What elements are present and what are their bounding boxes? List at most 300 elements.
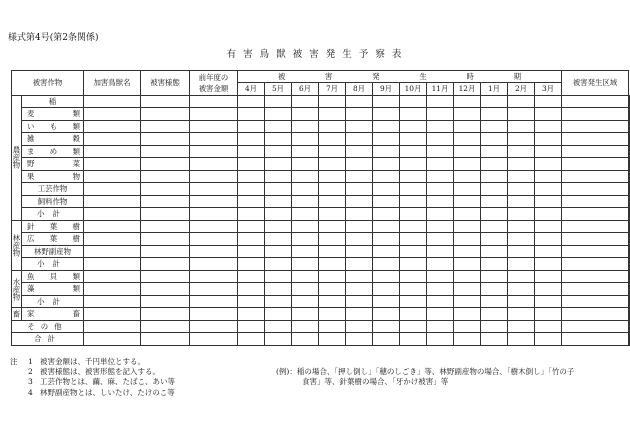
entry-cell[interactable] [508, 120, 535, 133]
entry-cell[interactable] [400, 195, 427, 208]
entry-cell[interactable] [265, 308, 292, 321]
entry-cell[interactable] [190, 333, 238, 346]
entry-cell[interactable] [508, 220, 535, 233]
entry-cell[interactable] [629, 333, 630, 346]
entry-cell[interactable] [190, 270, 238, 283]
entry-cell[interactable] [373, 195, 400, 208]
entry-cell[interactable] [319, 270, 346, 283]
entry-cell[interactable] [535, 120, 562, 133]
entry-cell[interactable] [141, 220, 190, 233]
entry-cell[interactable] [400, 220, 427, 233]
entry-cell[interactable] [508, 208, 535, 221]
entry-cell[interactable] [454, 170, 481, 183]
entry-cell[interactable] [292, 333, 319, 346]
entry-cell[interactable] [346, 208, 373, 221]
entry-cell[interactable] [481, 333, 508, 346]
entry-cell[interactable] [346, 95, 373, 108]
entry-cell[interactable] [562, 270, 629, 283]
entry-cell[interactable] [319, 320, 346, 333]
entry-cell[interactable] [190, 320, 238, 333]
entry-cell[interactable] [84, 283, 141, 296]
entry-cell[interactable] [481, 233, 508, 246]
entry-cell[interactable] [400, 283, 427, 296]
entry-cell[interactable] [265, 270, 292, 283]
entry-cell[interactable] [427, 158, 454, 171]
entry-cell[interactable] [141, 320, 190, 333]
entry-cell[interactable] [535, 145, 562, 158]
entry-cell[interactable] [346, 308, 373, 321]
entry-cell[interactable] [629, 145, 630, 158]
entry-cell[interactable] [265, 183, 292, 196]
entry-cell[interactable] [265, 320, 292, 333]
entry-cell[interactable] [346, 333, 373, 346]
entry-cell[interactable] [629, 95, 630, 108]
entry-cell[interactable] [481, 220, 508, 233]
entry-cell[interactable] [562, 333, 629, 346]
entry-cell[interactable] [508, 170, 535, 183]
entry-cell[interactable] [562, 320, 629, 333]
entry-cell[interactable] [427, 195, 454, 208]
entry-cell[interactable] [535, 283, 562, 296]
entry-cell[interactable] [629, 170, 630, 183]
entry-cell[interactable] [629, 258, 630, 271]
entry-cell[interactable] [508, 258, 535, 271]
entry-cell[interactable] [481, 295, 508, 308]
entry-cell[interactable] [346, 270, 373, 283]
entry-cell[interactable] [84, 183, 141, 196]
entry-cell[interactable] [346, 195, 373, 208]
entry-cell[interactable] [141, 195, 190, 208]
entry-cell[interactable] [562, 258, 629, 271]
entry-cell[interactable] [454, 208, 481, 221]
entry-cell[interactable] [562, 183, 629, 196]
entry-cell[interactable] [562, 308, 629, 321]
entry-cell[interactable] [427, 320, 454, 333]
entry-cell[interactable] [562, 145, 629, 158]
entry-cell[interactable] [319, 220, 346, 233]
entry-cell[interactable] [346, 295, 373, 308]
entry-cell[interactable] [141, 108, 190, 121]
entry-cell[interactable] [319, 208, 346, 221]
entry-cell[interactable] [265, 120, 292, 133]
entry-cell[interactable] [481, 320, 508, 333]
entry-cell[interactable] [190, 233, 238, 246]
entry-cell[interactable] [292, 195, 319, 208]
entry-cell[interactable] [373, 158, 400, 171]
entry-cell[interactable] [629, 183, 630, 196]
entry-cell[interactable] [454, 108, 481, 121]
entry-cell[interactable] [141, 170, 190, 183]
entry-cell[interactable] [141, 208, 190, 221]
entry-cell[interactable] [265, 220, 292, 233]
entry-cell[interactable] [190, 95, 238, 108]
entry-cell[interactable] [373, 170, 400, 183]
entry-cell[interactable] [141, 295, 190, 308]
entry-cell[interactable] [84, 245, 141, 258]
entry-cell[interactable] [454, 283, 481, 296]
entry-cell[interactable] [292, 320, 319, 333]
entry-cell[interactable] [481, 120, 508, 133]
entry-cell[interactable] [629, 208, 630, 221]
entry-cell[interactable] [535, 245, 562, 258]
entry-cell[interactable] [400, 258, 427, 271]
entry-cell[interactable] [629, 220, 630, 233]
entry-cell[interactable] [265, 233, 292, 246]
entry-cell[interactable] [292, 120, 319, 133]
entry-cell[interactable] [265, 145, 292, 158]
entry-cell[interactable] [629, 270, 630, 283]
entry-cell[interactable] [265, 295, 292, 308]
entry-cell[interactable] [238, 158, 265, 171]
entry-cell[interactable] [400, 145, 427, 158]
entry-cell[interactable] [562, 120, 629, 133]
entry-cell[interactable] [535, 270, 562, 283]
entry-cell[interactable] [84, 308, 141, 321]
entry-cell[interactable] [535, 320, 562, 333]
entry-cell[interactable] [190, 183, 238, 196]
entry-cell[interactable] [346, 133, 373, 146]
entry-cell[interactable] [84, 145, 141, 158]
entry-cell[interactable] [535, 95, 562, 108]
entry-cell[interactable] [238, 258, 265, 271]
entry-cell[interactable] [400, 183, 427, 196]
entry-cell[interactable] [190, 195, 238, 208]
entry-cell[interactable] [562, 158, 629, 171]
entry-cell[interactable] [535, 108, 562, 121]
entry-cell[interactable] [629, 245, 630, 258]
entry-cell[interactable] [265, 245, 292, 258]
entry-cell[interactable] [265, 95, 292, 108]
entry-cell[interactable] [454, 333, 481, 346]
entry-cell[interactable] [629, 320, 630, 333]
entry-cell[interactable] [238, 233, 265, 246]
entry-cell[interactable] [481, 95, 508, 108]
entry-cell[interactable] [629, 308, 630, 321]
entry-cell[interactable] [508, 308, 535, 321]
entry-cell[interactable] [454, 308, 481, 321]
entry-cell[interactable] [141, 95, 190, 108]
entry-cell[interactable] [265, 133, 292, 146]
entry-cell[interactable] [454, 258, 481, 271]
entry-cell[interactable] [508, 95, 535, 108]
entry-cell[interactable] [346, 108, 373, 121]
entry-cell[interactable] [535, 170, 562, 183]
entry-cell[interactable] [535, 220, 562, 233]
entry-cell[interactable] [427, 283, 454, 296]
entry-cell[interactable] [454, 195, 481, 208]
entry-cell[interactable] [238, 320, 265, 333]
entry-cell[interactable] [454, 295, 481, 308]
entry-cell[interactable] [265, 208, 292, 221]
entry-cell[interactable] [238, 95, 265, 108]
entry-cell[interactable] [346, 158, 373, 171]
entry-cell[interactable] [454, 233, 481, 246]
entry-cell[interactable] [481, 195, 508, 208]
entry-cell[interactable] [373, 308, 400, 321]
entry-cell[interactable] [292, 220, 319, 233]
entry-cell[interactable] [238, 245, 265, 258]
entry-cell[interactable] [481, 145, 508, 158]
entry-cell[interactable] [508, 158, 535, 171]
entry-cell[interactable] [84, 258, 141, 271]
entry-cell[interactable] [373, 245, 400, 258]
entry-cell[interactable] [400, 308, 427, 321]
entry-cell[interactable] [535, 195, 562, 208]
entry-cell[interactable] [319, 333, 346, 346]
entry-cell[interactable] [238, 295, 265, 308]
entry-cell[interactable] [141, 283, 190, 296]
entry-cell[interactable] [346, 233, 373, 246]
entry-cell[interactable] [373, 108, 400, 121]
entry-cell[interactable] [454, 158, 481, 171]
entry-cell[interactable] [535, 308, 562, 321]
entry-cell[interactable] [400, 320, 427, 333]
entry-cell[interactable] [190, 108, 238, 121]
entry-cell[interactable] [373, 270, 400, 283]
entry-cell[interactable] [84, 120, 141, 133]
entry-cell[interactable] [84, 158, 141, 171]
entry-cell[interactable] [190, 145, 238, 158]
entry-cell[interactable] [454, 120, 481, 133]
entry-cell[interactable] [629, 195, 630, 208]
entry-cell[interactable] [346, 245, 373, 258]
entry-cell[interactable] [346, 320, 373, 333]
entry-cell[interactable] [84, 170, 141, 183]
entry-cell[interactable] [238, 170, 265, 183]
entry-cell[interactable] [373, 320, 400, 333]
entry-cell[interactable] [427, 145, 454, 158]
entry-cell[interactable] [319, 295, 346, 308]
entry-cell[interactable] [319, 95, 346, 108]
entry-cell[interactable] [141, 233, 190, 246]
entry-cell[interactable] [141, 270, 190, 283]
entry-cell[interactable] [319, 283, 346, 296]
entry-cell[interactable] [346, 258, 373, 271]
entry-cell[interactable] [292, 258, 319, 271]
entry-cell[interactable] [508, 195, 535, 208]
entry-cell[interactable] [373, 133, 400, 146]
entry-cell[interactable] [319, 245, 346, 258]
entry-cell[interactable] [427, 258, 454, 271]
entry-cell[interactable] [562, 245, 629, 258]
entry-cell[interactable] [346, 120, 373, 133]
entry-cell[interactable] [400, 208, 427, 221]
entry-cell[interactable] [427, 295, 454, 308]
entry-cell[interactable] [84, 333, 141, 346]
entry-cell[interactable] [481, 270, 508, 283]
entry-cell[interactable] [319, 170, 346, 183]
entry-cell[interactable] [84, 133, 141, 146]
entry-cell[interactable] [562, 233, 629, 246]
entry-cell[interactable] [319, 108, 346, 121]
entry-cell[interactable] [141, 158, 190, 171]
entry-cell[interactable] [190, 133, 238, 146]
entry-cell[interactable] [190, 258, 238, 271]
entry-cell[interactable] [319, 258, 346, 271]
entry-cell[interactable] [629, 295, 630, 308]
entry-cell[interactable] [190, 208, 238, 221]
entry-cell[interactable] [292, 133, 319, 146]
entry-cell[interactable] [454, 183, 481, 196]
entry-cell[interactable] [373, 333, 400, 346]
entry-cell[interactable] [400, 170, 427, 183]
entry-cell[interactable] [238, 270, 265, 283]
entry-cell[interactable] [84, 320, 141, 333]
entry-cell[interactable] [292, 158, 319, 171]
entry-cell[interactable] [454, 270, 481, 283]
entry-cell[interactable] [400, 333, 427, 346]
entry-cell[interactable] [190, 170, 238, 183]
entry-cell[interactable] [346, 283, 373, 296]
entry-cell[interactable] [84, 295, 141, 308]
entry-cell[interactable] [292, 145, 319, 158]
entry-cell[interactable] [481, 308, 508, 321]
entry-cell[interactable] [373, 233, 400, 246]
entry-cell[interactable] [629, 233, 630, 246]
entry-cell[interactable] [84, 208, 141, 221]
entry-cell[interactable] [535, 333, 562, 346]
entry-cell[interactable] [238, 333, 265, 346]
entry-cell[interactable] [400, 233, 427, 246]
entry-cell[interactable] [319, 195, 346, 208]
entry-cell[interactable] [346, 145, 373, 158]
entry-cell[interactable] [400, 245, 427, 258]
entry-cell[interactable] [190, 220, 238, 233]
entry-cell[interactable] [508, 133, 535, 146]
entry-cell[interactable] [508, 283, 535, 296]
entry-cell[interactable] [292, 108, 319, 121]
entry-cell[interactable] [141, 245, 190, 258]
entry-cell[interactable] [481, 245, 508, 258]
entry-cell[interactable] [373, 183, 400, 196]
entry-cell[interactable] [427, 220, 454, 233]
entry-cell[interactable] [265, 108, 292, 121]
entry-cell[interactable] [238, 108, 265, 121]
entry-cell[interactable] [141, 308, 190, 321]
entry-cell[interactable] [629, 108, 630, 121]
entry-cell[interactable] [454, 220, 481, 233]
entry-cell[interactable] [481, 133, 508, 146]
entry-cell[interactable] [481, 108, 508, 121]
entry-cell[interactable] [427, 183, 454, 196]
entry-cell[interactable] [319, 158, 346, 171]
entry-cell[interactable] [535, 183, 562, 196]
entry-cell[interactable] [141, 183, 190, 196]
entry-cell[interactable] [292, 233, 319, 246]
entry-cell[interactable] [535, 133, 562, 146]
entry-cell[interactable] [454, 95, 481, 108]
entry-cell[interactable] [508, 145, 535, 158]
entry-cell[interactable] [454, 245, 481, 258]
entry-cell[interactable] [84, 220, 141, 233]
entry-cell[interactable] [84, 95, 141, 108]
entry-cell[interactable] [238, 308, 265, 321]
entry-cell[interactable] [508, 245, 535, 258]
entry-cell[interactable] [535, 258, 562, 271]
entry-cell[interactable] [400, 108, 427, 121]
entry-cell[interactable] [292, 270, 319, 283]
entry-cell[interactable] [400, 120, 427, 133]
entry-cell[interactable] [238, 183, 265, 196]
entry-cell[interactable] [292, 183, 319, 196]
entry-cell[interactable] [190, 245, 238, 258]
entry-cell[interactable] [238, 283, 265, 296]
entry-cell[interactable] [427, 108, 454, 121]
entry-cell[interactable] [427, 170, 454, 183]
entry-cell[interactable] [427, 133, 454, 146]
entry-cell[interactable] [141, 333, 190, 346]
entry-cell[interactable] [373, 145, 400, 158]
entry-cell[interactable] [481, 283, 508, 296]
entry-cell[interactable] [427, 308, 454, 321]
entry-cell[interactable] [292, 295, 319, 308]
entry-cell[interactable] [535, 233, 562, 246]
entry-cell[interactable] [427, 208, 454, 221]
entry-cell[interactable] [454, 320, 481, 333]
entry-cell[interactable] [508, 233, 535, 246]
entry-cell[interactable] [508, 108, 535, 121]
entry-cell[interactable] [508, 320, 535, 333]
entry-cell[interactable] [373, 283, 400, 296]
entry-cell[interactable] [535, 208, 562, 221]
entry-cell[interactable] [319, 120, 346, 133]
entry-cell[interactable] [629, 120, 630, 133]
entry-cell[interactable] [562, 283, 629, 296]
entry-cell[interactable] [319, 133, 346, 146]
entry-cell[interactable] [84, 233, 141, 246]
entry-cell[interactable] [141, 145, 190, 158]
entry-cell[interactable] [190, 308, 238, 321]
entry-cell[interactable] [629, 283, 630, 296]
entry-cell[interactable] [427, 233, 454, 246]
entry-cell[interactable] [562, 133, 629, 146]
entry-cell[interactable] [292, 208, 319, 221]
entry-cell[interactable] [346, 220, 373, 233]
entry-cell[interactable] [508, 295, 535, 308]
entry-cell[interactable] [427, 120, 454, 133]
entry-cell[interactable] [562, 195, 629, 208]
entry-cell[interactable] [190, 295, 238, 308]
entry-cell[interactable] [238, 220, 265, 233]
entry-cell[interactable] [427, 95, 454, 108]
entry-cell[interactable] [319, 145, 346, 158]
entry-cell[interactable] [265, 258, 292, 271]
entry-cell[interactable] [629, 133, 630, 146]
entry-cell[interactable] [481, 258, 508, 271]
entry-cell[interactable] [508, 333, 535, 346]
entry-cell[interactable] [238, 120, 265, 133]
entry-cell[interactable] [562, 170, 629, 183]
entry-cell[interactable] [265, 195, 292, 208]
entry-cell[interactable] [292, 245, 319, 258]
entry-cell[interactable] [481, 170, 508, 183]
entry-cell[interactable] [265, 158, 292, 171]
entry-cell[interactable] [373, 258, 400, 271]
entry-cell[interactable] [629, 158, 630, 171]
entry-cell[interactable] [141, 258, 190, 271]
entry-cell[interactable] [373, 295, 400, 308]
entry-cell[interactable] [400, 295, 427, 308]
entry-cell[interactable] [535, 158, 562, 171]
entry-cell[interactable] [427, 270, 454, 283]
entry-cell[interactable] [292, 283, 319, 296]
entry-cell[interactable] [400, 270, 427, 283]
entry-cell[interactable] [141, 133, 190, 146]
entry-cell[interactable] [346, 183, 373, 196]
entry-cell[interactable] [562, 295, 629, 308]
entry-cell[interactable] [562, 220, 629, 233]
entry-cell[interactable] [292, 95, 319, 108]
